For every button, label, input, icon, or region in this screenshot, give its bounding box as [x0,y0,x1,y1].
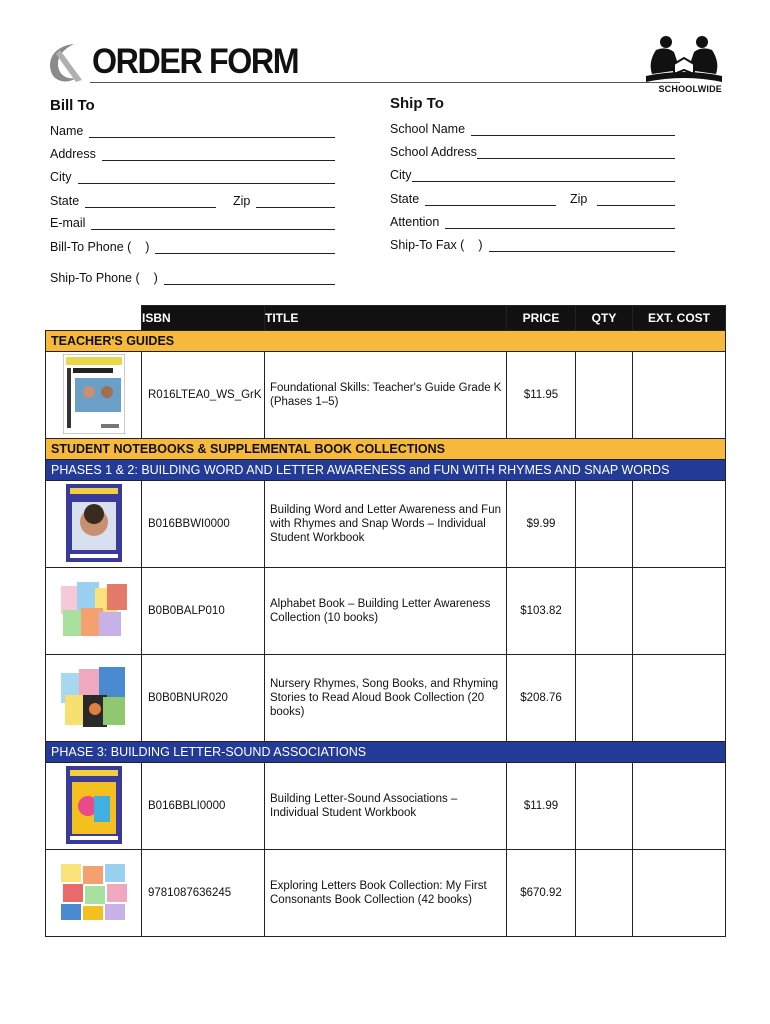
ext-cost-cell[interactable] [633,850,726,937]
ext-cost-cell[interactable] [633,352,726,439]
qty-cell[interactable] [576,352,633,439]
field-label: Address [50,147,96,161]
bill-name-field[interactable] [50,124,335,138]
bill-city-field[interactable] [50,170,335,184]
bill-email-field[interactable] [50,216,335,230]
logo-mark-icon [44,40,90,86]
field-label: State [50,194,80,208]
ship-zip-field[interactable] [570,192,675,206]
title-cell: Building Word and Letter Awareness and Fun with Rhymes and Snap Words – Individual Student Workbook [265,481,507,568]
ext-cost-cell[interactable] [633,481,726,568]
form-header [44,38,724,94]
isbn-cell: B016BBWI0000 [142,481,265,568]
school-address-field[interactable] [390,145,675,159]
ship-city-field[interactable] [390,168,675,182]
ship-fax-field[interactable] [390,238,675,252]
column-header-price: PRICE [507,306,576,331]
price-cell: $11.95 [507,352,576,439]
field-label: School Address [390,145,477,159]
price-cell: $670.92 [507,850,576,937]
price-cell: $11.99 [507,763,576,850]
ext-cost-cell[interactable] [633,655,726,742]
field-label: Zip [233,194,251,208]
column-header-qty: QTY [576,306,633,331]
field-label: Attention [390,215,440,229]
price-cell: $103.82 [507,568,576,655]
title-cell: Alphabet Book – Building Letter Awareness Collection (10 books) [265,568,507,655]
bill-phone-field[interactable] [50,240,335,254]
product-image [46,850,142,937]
ext-cost-cell[interactable] [633,763,726,850]
ship-phone-field[interactable] [50,271,335,285]
field-label: Ship-To Fax ( [390,238,465,252]
field-label: School Name [390,122,466,136]
title-cell: Foundational Skills: Teacher's Guide Grade K (Phases 1–5) [265,352,507,439]
isbn-cell: B016BBLI0000 [142,763,265,850]
table-header-row [46,306,726,331]
ext-cost-cell[interactable] [633,568,726,655]
title-cell: Exploring Letters Book Collection: My First Consonants Book Collection (42 books) [265,850,507,937]
column-header-isbn: ISBN [142,306,265,331]
field-label: City [50,170,72,184]
product-image [46,352,142,439]
section-student-notebooks: STUDENT NOTEBOOKS & SUPPLEMENTAL BOOK COLLECTIONS [46,439,726,460]
order-table [45,305,726,937]
qty-cell[interactable] [576,763,633,850]
section-teachers-guides: TEACHER'S GUIDES [46,331,726,352]
isbn-cell: R016LTEA0_WS_GrK [142,352,265,439]
table-row [46,763,726,850]
field-label: State [390,192,420,206]
field-label: E-mail [50,216,86,230]
consonants-collection-icon [59,862,129,922]
isbn-cell: 9781087636245 [142,850,265,937]
column-header-ext-cost: EXT. COST [633,306,726,331]
price-cell: $208.76 [507,655,576,742]
paren-close: ) [153,271,158,285]
paren-close: ) [145,240,150,254]
field-label: Ship-To Phone ( [50,271,140,285]
bill-address-field[interactable] [50,147,335,161]
field-label: Bill-To Phone ( [50,240,132,254]
qty-cell[interactable] [576,850,633,937]
product-image [46,481,142,568]
bill-state-field[interactable] [50,194,216,208]
page-title: ORDER FORM [92,42,299,81]
product-image [46,763,142,850]
letter-sound-workbook-cover-icon [66,766,122,844]
attention-field[interactable] [390,215,675,229]
teachers-guide-cover-icon [63,354,125,434]
isbn-cell: B0B0BALP010 [142,568,265,655]
qty-cell[interactable] [576,481,633,568]
table-row [46,481,726,568]
title-cell: Nursery Rhymes, Song Books, and Rhyming Stories to Read Aloud Book Collection (20 books) [265,655,507,742]
header-blank [46,306,142,331]
alphabet-books-collection-icon [59,580,129,640]
ship-to-heading: Ship To [390,95,444,112]
phase-1-2-header: PHASES 1 & 2: BUILDING WORD AND LETTER AWARENESS and FUN WITH RHYMES AND SNAP WORDS [46,460,726,481]
nursery-rhymes-collection-icon [59,665,129,729]
title-cell: Building Letter-Sound Associations – Individual Student Workbook [265,763,507,850]
bill-to-heading: Bill To [50,97,95,114]
ship-state-field[interactable] [390,192,556,206]
table-row [46,655,726,742]
field-label: City [390,168,412,182]
table-row [46,850,726,937]
isbn-cell: B0B0BNUR020 [142,655,265,742]
phase-3-header: PHASE 3: BUILDING LETTER-SOUND ASSOCIATIONS [46,742,726,763]
title-divider [90,82,680,83]
table-row [46,568,726,655]
qty-cell[interactable] [576,568,633,655]
bill-zip-field[interactable] [233,194,335,208]
field-label: Zip [570,192,588,206]
brand-name: SCHOOLWIDE [658,84,722,94]
paren-close: ) [478,238,483,252]
product-image [46,655,142,742]
field-label: Name [50,124,84,138]
product-image [46,568,142,655]
workbook-cover-icon [66,484,122,562]
column-header-title: TITLE [265,306,507,331]
school-name-field[interactable] [390,122,675,136]
price-cell: $9.99 [507,481,576,568]
table-row [46,352,726,439]
qty-cell[interactable] [576,655,633,742]
